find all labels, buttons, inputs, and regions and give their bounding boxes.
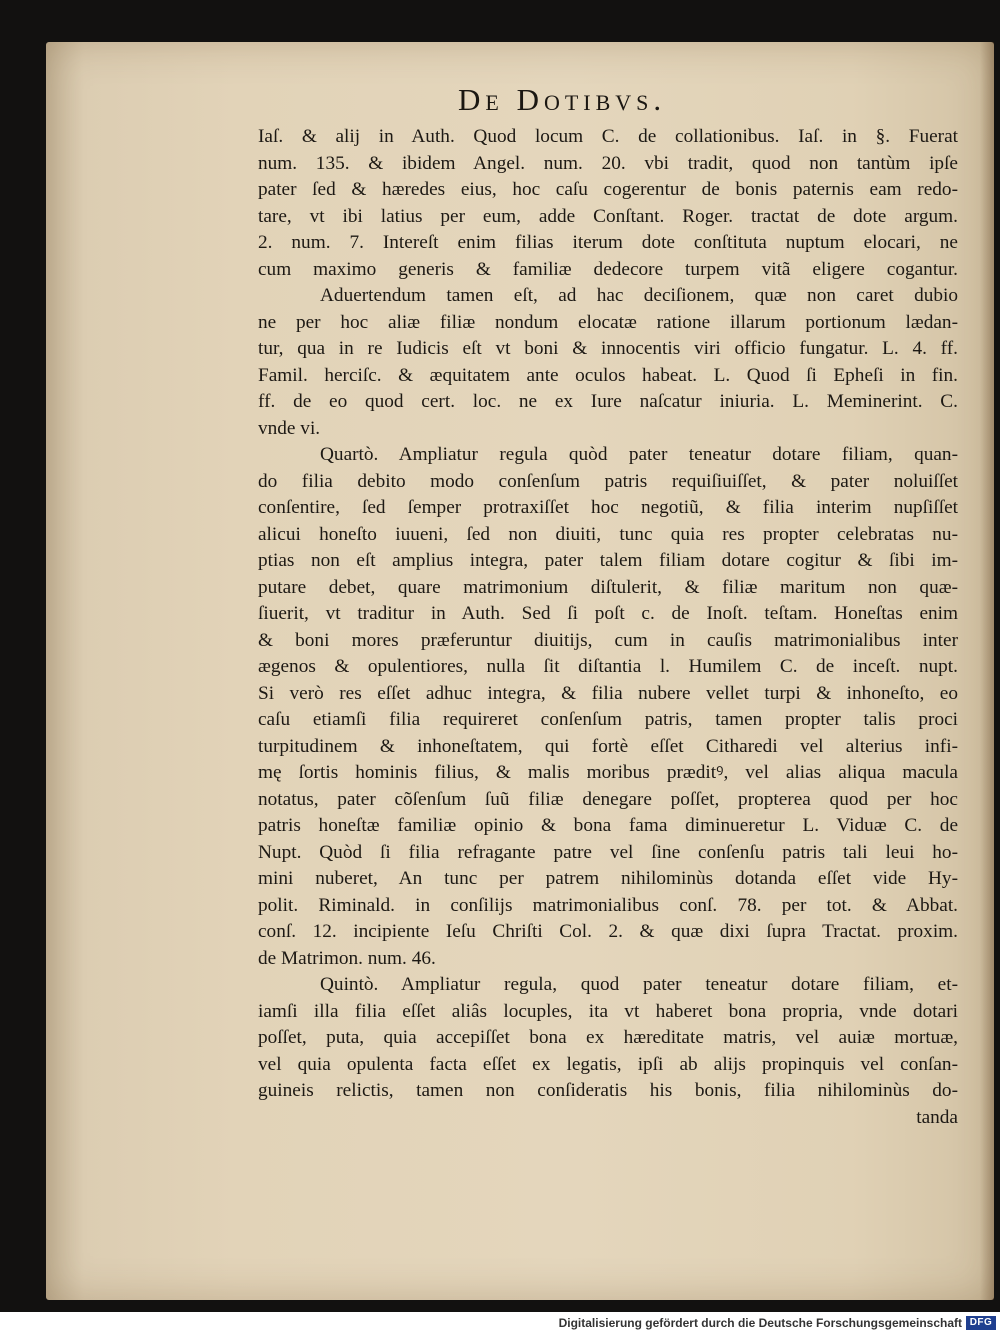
- running-head: De Dotibvs.: [458, 82, 667, 117]
- text-line: & boni mores præferuntur diuitijs, cum in cauſis matrimonialibus inter: [258, 629, 958, 651]
- text-line: 2. num. 7. Intereſt enim filias iterum dote conſtituta nuptum elocari, ne: [258, 232, 958, 253]
- text-line: poſſet, puta, quia accepiſſet bona ex hæreditate matris, vel auiæ mortuæ,: [258, 1027, 958, 1048]
- text-line: Famil. herciſc. & æquitatem ante oculos habeat. L. Quod ſi Epheſi in fin.: [258, 364, 958, 386]
- text-line: Nupt. Quòd ſi filia refragante patre vel ſine conſenſu patris tali leui ho-: [258, 841, 958, 863]
- text-line: ſiuerit, vt traditur in Auth. Sed ſi poſt c. de Inoſt. teſtam. Honeſtas enim: [258, 603, 958, 624]
- text-line: Si verò res eſſet adhuc integra, & filia nubere vellet turpi & inhoneſto, eo: [258, 682, 958, 704]
- dfg-logo-icon: DFG: [966, 1316, 996, 1330]
- text-line: Iaſ. & alij in Auth. Quod locum C. de collationibus. Iaſ. in §. Fuerat: [258, 126, 958, 147]
- text-line: do filia debito modo conſenſum patris requiſiuiſſet, & pater noluiſſet: [258, 470, 958, 492]
- text-line: caſu etiamſi filia requireret conſenſum patris, tamen propter talis proci: [258, 709, 958, 730]
- text-line: guineis relictis, tamen non conſideratis his bonis, filia nihilominùs do-: [258, 1080, 958, 1101]
- catchword: tanda: [916, 1106, 958, 1128]
- text-line: num. 135. & ibidem Angel. num. 20. vbi tradit, quod non tantùm ipſe: [258, 152, 958, 174]
- text-line: ne per hoc aliæ filiæ nondum elocatæ ratione illarum portionum lædan-: [258, 311, 958, 333]
- text-line: patris honeſtæ familiæ opinio & bona fama diminueretur L. Viduæ C. de: [258, 815, 958, 836]
- text-line: vel quia opulenta facta eſſet ex legatis, ipſi ab alijs propinquis vel conſan-: [258, 1053, 958, 1075]
- text-line: Quintò. Ampliatur regula, quod pater teneatur dotare filiam, et-: [320, 974, 958, 995]
- text-line: tare, vt ibi latius per eum, adde Conſtant. Roger. tractat de dote argum.: [258, 205, 958, 227]
- text-line: conſ. 12. incipiente Ieſu Chriſti Col. 2. & quæ dixi ſupra Tractat. proxim.: [258, 921, 958, 942]
- text-line: cum maximo generis & familiæ dedecore turpem vitã eligere cogantur.: [258, 258, 958, 280]
- page-edge-shadow: [980, 42, 994, 1300]
- text-line: vnde vi.: [258, 417, 321, 439]
- digitization-footer: [0, 1312, 1000, 1335]
- text-line: tur, qua in re Iudicis eſt vt boni & innocentis viri officio fungatur. L. 4. ff.: [258, 338, 958, 359]
- text-line: ægenos & opulentiores, nulla ſit diſtantia l. Humilem C. de inceſt. nupt.: [258, 656, 958, 677]
- text-line: putare debet, quare matrimonium diſtulerit, & filiæ maritum non quæ-: [258, 576, 958, 598]
- text-line: polit. Riminald. in conſilijs matrimonialibus conſ. 78. per tot. & Abbat.: [258, 894, 958, 916]
- footer-credit: Digitalisierung gefördert durch die Deutsche Forschungsgemeinschaft: [558, 1316, 962, 1330]
- text-line: de Matrimon. num. 46.: [258, 947, 436, 969]
- text-line: ptias non eſt amplius integra, pater talem filiam dotare cogitur & ſibi im-: [258, 550, 958, 571]
- text-line: turpitudinem & inhoneſtatem, qui fortè eſſet Citharedi vel alterius infi-: [258, 735, 958, 757]
- text-line: alicui honeſto iuueni, ſed non diuiti, tunc quia res propter celebratas nu-: [258, 523, 958, 545]
- text-line: Aduertendum tamen eſt, ad hac deciſionem, quæ non caret dubio: [320, 285, 958, 306]
- book-page: [46, 42, 994, 1300]
- text-line: mę ſortis hominis filius, & malis moribus præditꝰ, vel alias aliqua macula: [258, 762, 958, 783]
- text-line: Quartò. Ampliatur regula quòd pater teneatur dotare filiam, quan-: [320, 444, 958, 465]
- text-line: notatus, pater cõſenſum ſuũ filiæ denegare poſſet, propterea quod per hoc: [258, 788, 958, 810]
- text-line: ff. de eo quod cert. loc. ne ex Iure naſcatur iniuria. L. Meminerint. C.: [258, 391, 958, 412]
- text-line: mini nuberet, An tunc per patrem nihilominùs dotanda eſſet vide Hy-: [258, 868, 958, 889]
- text-line: iamſi illa filia eſſet aliâs locuples, ita vt haberet bona propria, vnde dotari: [258, 1000, 958, 1022]
- text-line: pater ſed & hæredes eius, hoc caſu cogerentur de bonis paternis eam redo-: [258, 179, 958, 200]
- text-line: conſentire, ſed ſemper protraxiſſet hoc negotiũ, & filia interim nupſiſſet: [258, 497, 958, 518]
- body-text: [258, 124, 958, 1131]
